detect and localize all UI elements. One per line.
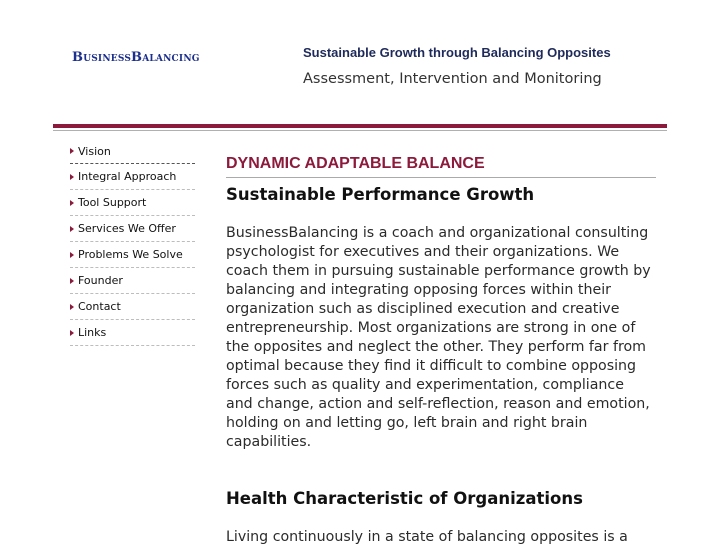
site-subtagline: Assessment, Intervention and Monitoring: [303, 71, 602, 87]
arrow-right-icon: [70, 226, 74, 232]
nav-item-founder[interactable]: [70, 268, 195, 294]
nav-item-label: Vision: [78, 144, 111, 158]
nav-item-tool-support[interactable]: [70, 190, 195, 216]
nav-item-label: Problems We Solve: [78, 248, 183, 261]
nav-item-contact[interactable]: [70, 294, 195, 320]
section-title: Sustainable Performance Growth: [226, 185, 535, 204]
arrow-right-icon: [70, 304, 74, 310]
nav-item-services[interactable]: [70, 216, 195, 242]
nav-item-label: Integral Approach: [78, 170, 177, 183]
nav-item-links[interactable]: [70, 320, 195, 346]
arrow-right-icon: [70, 330, 74, 336]
nav-item-problems[interactable]: [70, 242, 195, 268]
sidebar-nav: [70, 139, 195, 346]
nav-item-label: Tool Support: [78, 196, 147, 209]
page-title: DYNAMIC ADAPTABLE BALANCE: [226, 155, 656, 178]
header-divider-thin: [53, 130, 667, 131]
nav-item-integral-approach[interactable]: [70, 164, 195, 190]
arrow-right-icon: [70, 200, 74, 206]
nav-item-label: Services We Offer: [78, 222, 176, 235]
site-tagline: Sustainable Growth through Balancing Opposites: [303, 45, 611, 60]
header-divider: [53, 124, 667, 128]
nav-item-label: Links: [78, 326, 107, 339]
section-title-health: Health Characteristic of Organizations: [226, 489, 583, 508]
arrow-right-icon: [70, 252, 74, 258]
arrow-right-icon: [70, 148, 74, 154]
site-logo[interactable]: BusinessBalancing: [72, 50, 200, 65]
section-paragraph: BusinessBalancing is a coach and organizational consulting psychologist for executives and their organizations. We coach them in pursuing sustainable performance growth by balancing and integrating opposing forces within their organization such as disciplined execution and creative entrepreneurship. Most organizations are strong in one of the opposites and neglect the other. They perform far from optimal because they find it difficult to combine opposing forces such as quality and experimentation, compliance and change, action and self-reflection, reason and emotion, holding on and letting go, left brain and right brain capabilities.: [226, 225, 651, 450]
nav-item-label: Contact: [78, 300, 121, 313]
section-paragraph-health: Living continuously in a state of balancing opposites is a: [226, 529, 628, 545]
nav-item-label: Founder: [78, 274, 123, 287]
arrow-right-icon: [70, 174, 74, 180]
main-content: [226, 155, 656, 547]
nav-item-vision[interactable]: [70, 139, 195, 164]
arrow-right-icon: [70, 278, 74, 284]
